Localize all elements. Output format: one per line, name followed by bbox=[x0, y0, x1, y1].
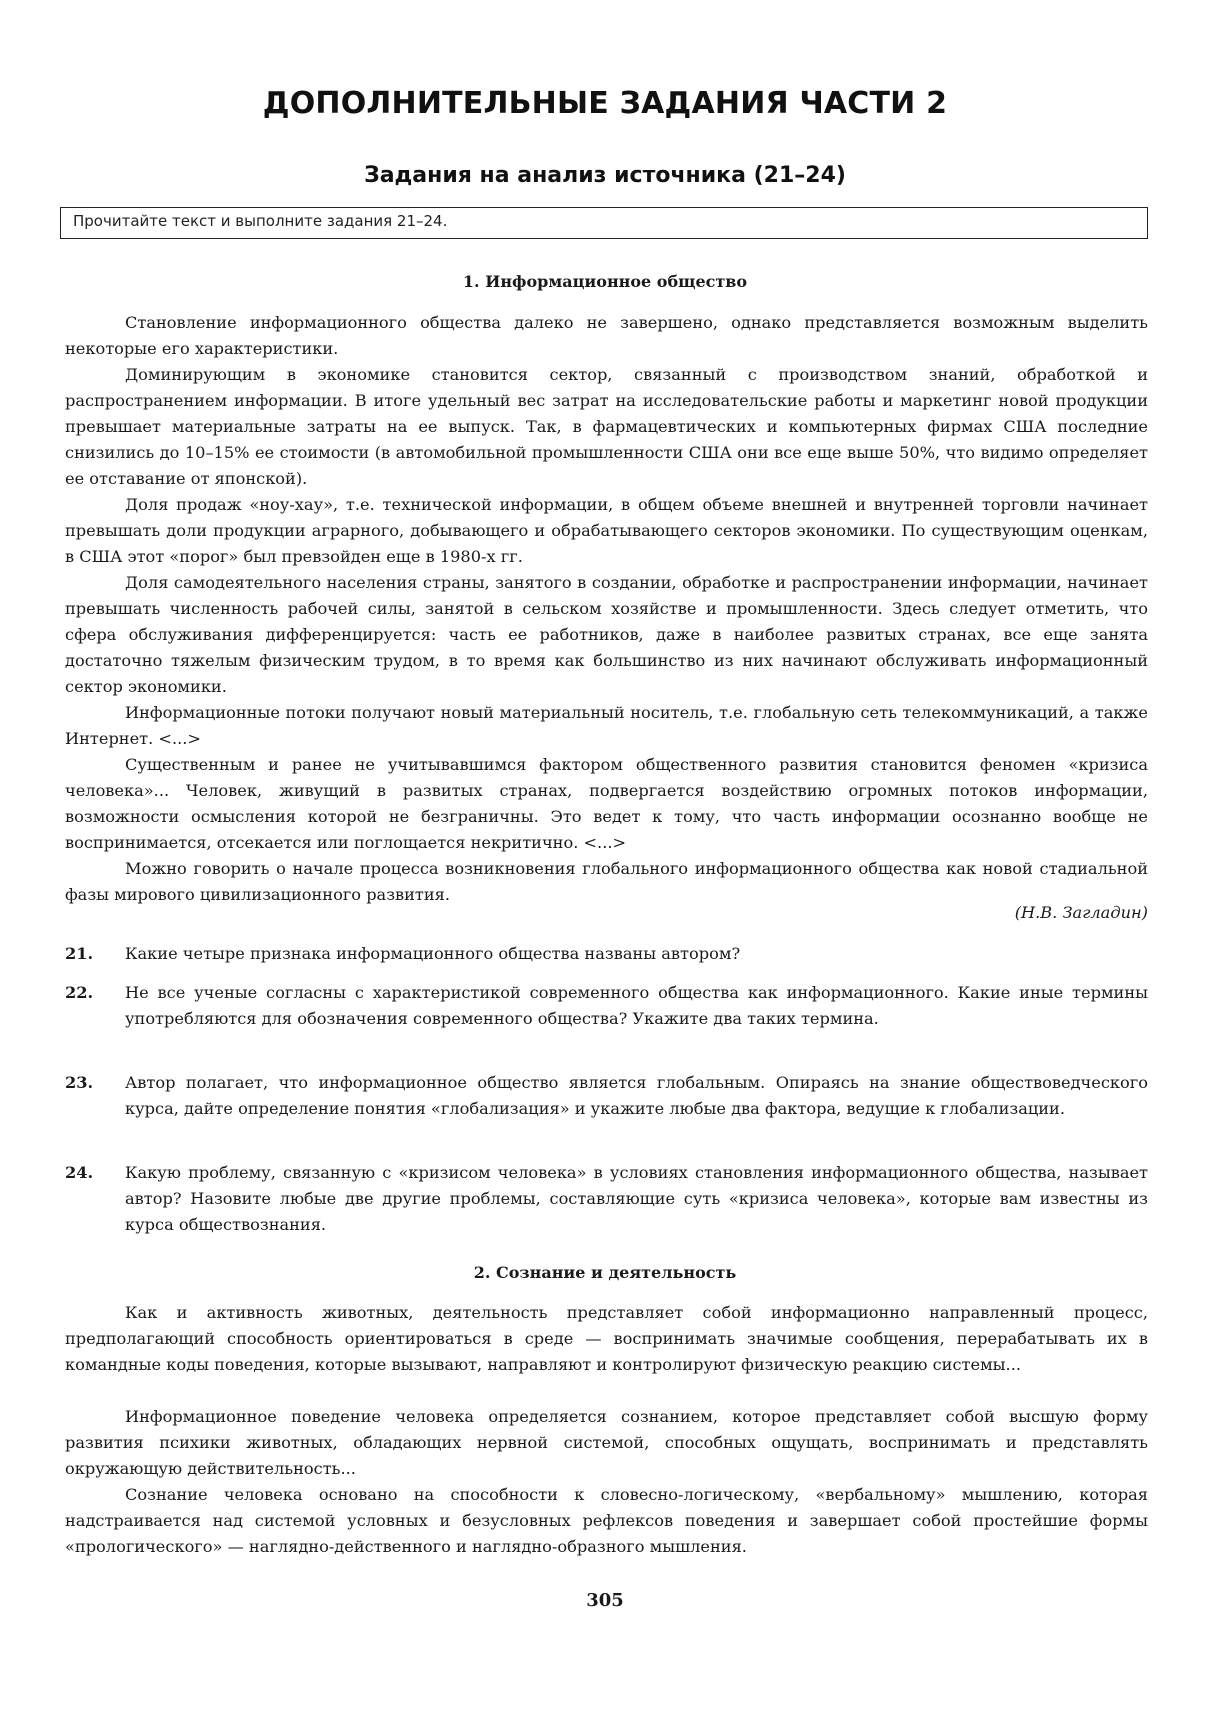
task-item bbox=[65, 1160, 1148, 1238]
text1-paragraph: Становление информационного общества далеко не завершено, однако представляется возможным выделить некоторые его характеристики. bbox=[65, 313, 1148, 358]
text1-paragraph: Доля самодеятельного населения страны, занятого в создании, обработке и распространении информации, начинает превышать численность рабочей силы, занятой в сельском хозяйстве и промышленности. Здесь следует отметить, что сфера обслуживания дифференцируется: часть ее работников, даже в наиболее развитых странах, все еще занята достаточно тяжелым физическим трудом, в то время как большинство из них начинают обслуживать информационный сектор экономики. bbox=[65, 573, 1148, 696]
text1-title: 1. Информационное общество bbox=[462, 272, 748, 291]
text1-paragraph: Информационные потоки получают новый материальный носитель, т.е. глобальную сеть телекоммуникаций, а также Интернет. <...> bbox=[65, 703, 1148, 748]
page-title: ДОПОЛНИТЕЛЬНЫЕ ЗАДАНИЯ ЧАСТИ 2 bbox=[262, 86, 948, 121]
task-text: Не все ученые согласны с характеристикой современного общества как информационного. Какие иные термины употребляются для обозначения современного общества? Укажите два таких термина. bbox=[125, 983, 1148, 1028]
text2-paragraph: Информационное поведение человека определяется сознанием, которое представляет собой высшую форму развития психики животных, обладающих нервной системой, способных ощущать, воспринимать и представлять окружающую действительность... bbox=[65, 1407, 1148, 1478]
task-number: 24. bbox=[65, 1163, 94, 1182]
text2-paragraph: Как и активность животных, деятельность представляет собой информационно направленный процесс, предполагающий способность ориентироваться в среде — воспринимать значимые сообщения, перерабатывать их в командные коды поведения, которые вызывают, направляют и контролируют физическую реакцию системы... bbox=[65, 1303, 1148, 1374]
task-item bbox=[65, 1070, 1148, 1122]
text1-paragraph: Доминирующим в экономике становится сектор, связанный с производством знаний, обработкой и распространением информации. В итоге удельный вес затрат на исследовательские работы и маркетинг новой продукции превышает материальные затраты на ее выпуск. Так, в фармацевтических и компьютерных фирмах США последние снизились до 10–15% ее стоимости (в автомобильной промышленности США они все еще выше 50%, что видимо определяет ее отставание от японской). bbox=[65, 365, 1148, 488]
task-number: 23. bbox=[65, 1073, 94, 1092]
section-title: Задания на анализ источника (21–24) bbox=[364, 163, 846, 188]
task-text: Какие четыре признака информационного общества названы автором? bbox=[125, 944, 741, 963]
task-item bbox=[65, 980, 1148, 1032]
instruction-box: Прочитайте текст и выполните задания 21–24. bbox=[60, 207, 1148, 239]
task-number: 21. bbox=[65, 944, 94, 963]
text1-paragraph: Можно говорить о начале процесса возникновения глобального информационного общества как новой стадиальной фазы мирового цивилизационного развития. bbox=[65, 859, 1148, 904]
text2-paragraph: Сознание человека основано на способности к словесно-логическому, «вербальному» мышлению, которая надстраивается над системой условных и безусловных рефлексов поведения и завершает собой простейшие формы «прологического» — наглядно-действенного и наглядно-образного мышления. bbox=[65, 1485, 1148, 1556]
text1-paragraph: Существенным и ранее не учитывавшимся фактором общественного развития становится феномен «кризиса человека»... Человек, живущий в развитых странах, подвергается воздействию огромных потоков информации, возможности осмысления которой не безграничны. Это ведет к тому, что часть информации осознанно вообще не воспринимается, отсекается или поглощается некритично. <...> bbox=[65, 755, 1148, 852]
text2-title: 2. Сознание и деятельность bbox=[473, 1263, 737, 1282]
page-number: 305 bbox=[586, 1590, 624, 1611]
task-text: Какую проблему, связанную с «кризисом человека» в условиях становления информационного общества, называет автор? Назовите любые две другие проблемы, составляющие суть «кризиса человека», которые вам известны из курса обществознания. bbox=[125, 1163, 1148, 1234]
task-item bbox=[65, 941, 1148, 967]
text1-paragraph: Доля продаж «ноу-хау», т.е. технической информации, в общем объеме внешней и внутренней торговли начинает превышать доли продукции аграрного, добывающего и обрабатывающего секторов экономики. По существующим оценкам, в США этот «порог» был превзойден еще в 1980-х гг. bbox=[65, 495, 1148, 566]
text1-author: (Н.В. Загладин) bbox=[1014, 903, 1148, 922]
task-number: 22. bbox=[65, 983, 94, 1002]
task-text: Автор полагает, что информационное общество является глобальным. Опираясь на знание обществоведческого курса, дайте определение понятия «глобализация» и укажите любые два фактора, ведущие к глобализации. bbox=[125, 1073, 1148, 1118]
